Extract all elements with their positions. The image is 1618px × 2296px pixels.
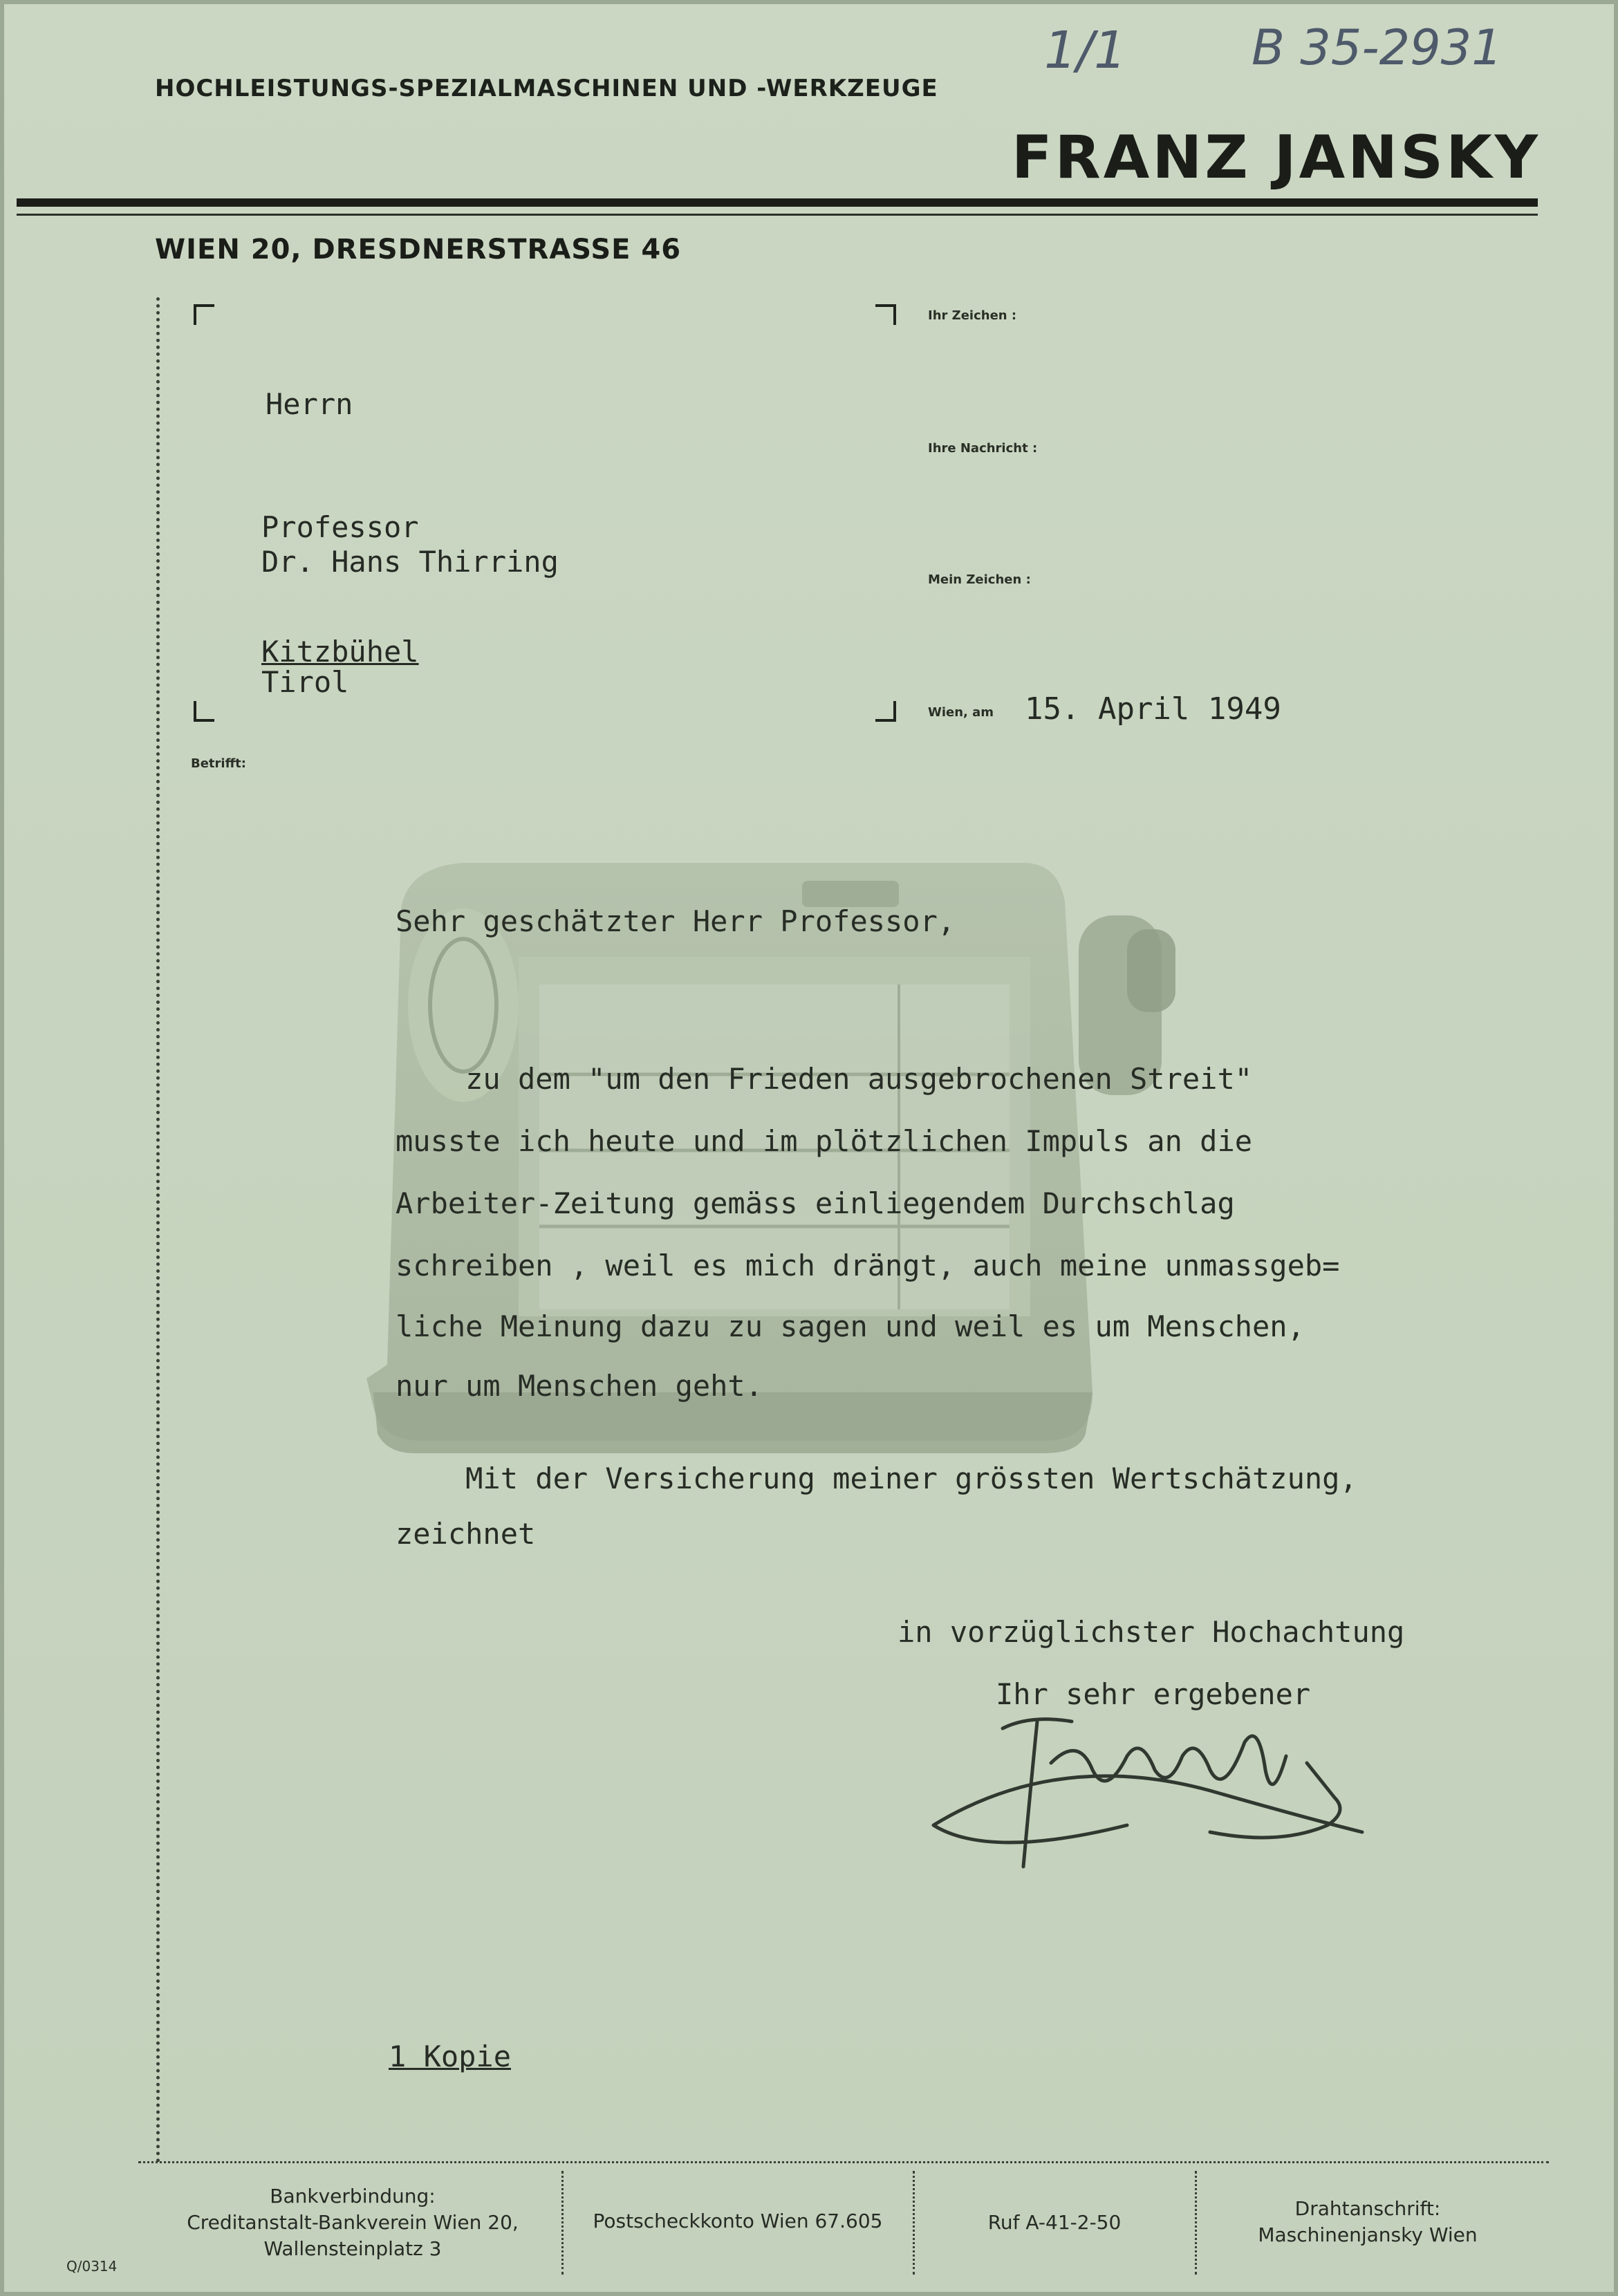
letterhead-tagline: HOCHLEISTUNGS-SPEZIALMASCHINEN UND -WERKZEUGE xyxy=(155,75,938,102)
letter-body-line: liche Meinung dazu zu sagen und weil es um Menschen, xyxy=(396,1309,1305,1343)
letter-greeting: Sehr geschätzter Herr Professor, xyxy=(396,904,956,938)
footer-postscheck: Postscheckkonto Wien 67.605 xyxy=(593,2210,883,2232)
letter-closing: Mit der Versicherung meiner grössten Wertschätzung, xyxy=(396,1462,1357,1495)
recipient-salutation: Herrn xyxy=(266,387,353,421)
form-code: Q/0314 xyxy=(66,2258,118,2275)
letter-body-line: nur um Menschen geht. xyxy=(396,1369,763,1403)
footer-phone: Ruf A-41-2-50 xyxy=(987,2211,1122,2234)
footer-telegram-value: Maschinenjansky Wien xyxy=(1258,2223,1478,2246)
field-ihre-nachricht: Ihre Nachricht : xyxy=(928,441,1038,456)
letter-date: 15. April 1949 xyxy=(1025,691,1281,727)
enclosure-note: 1 Kopie xyxy=(389,2040,512,2073)
company-address: WIEN 20, DRESDNERSTRASSE 46 xyxy=(155,234,682,265)
recipient-name: Dr. Hans Thirring xyxy=(261,545,559,579)
field-ihr-zeichen: Ihr Zeichen : xyxy=(928,308,1017,323)
letter-body-line: schreiben , weil es mich drängt, auch meine unmassgeb= xyxy=(396,1249,1340,1282)
footer-bank-line: Creditanstalt-Bankverein Wien 20, xyxy=(187,2211,519,2234)
letter-body-line: Arbeiter-Zeitung gemäss einliegendem Durchschlag xyxy=(396,1186,1235,1220)
recipient-city: Kitzbühel xyxy=(261,635,419,669)
sign-off: in vorzüglichster Hochachtung xyxy=(898,1615,1405,1649)
archive-folio-mark: 1/1 xyxy=(1044,21,1127,80)
field-wien-am: Wien, am xyxy=(928,705,994,720)
archive-reference-mark: B 35-2931 xyxy=(1252,19,1503,76)
recipient-region: Tirol xyxy=(261,665,349,699)
sign-off: Ihr sehr ergebener xyxy=(996,1677,1311,1711)
footer-bank-line: Wallensteinplatz 3 xyxy=(263,2237,442,2260)
field-mein-zeichen: Mein Zeichen : xyxy=(928,572,1031,587)
letter-closing: zeichnet xyxy=(396,1517,536,1551)
footer-bank-label: Bankverbindung: xyxy=(270,2185,436,2208)
company-name: FRANZ JANSKY xyxy=(1011,123,1541,192)
field-betrifft: Betrifft: xyxy=(191,756,246,771)
letter-body-line: zu dem "um den Frieden ausgebrochenen Streit" xyxy=(396,1062,1253,1096)
recipient-title: Professor xyxy=(261,510,419,544)
letter-body-line: musste ich heute und im plötzlichen Impuls an die xyxy=(396,1124,1253,1158)
footer-telegram-label: Drahtanschrift: xyxy=(1294,2197,1441,2220)
